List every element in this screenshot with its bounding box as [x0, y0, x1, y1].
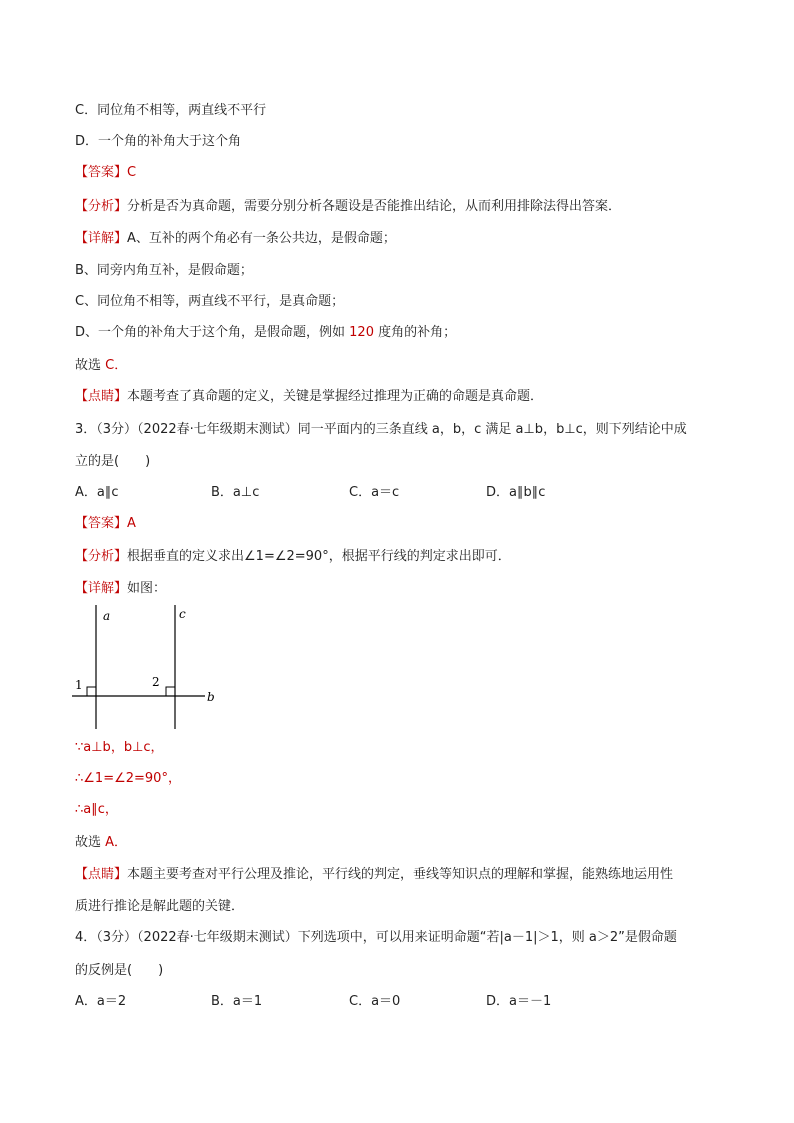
- q2-choose: [75, 357, 127, 375]
- q3-choose: [75, 834, 127, 852]
- analysis-text: 根据垂直的定义求出∠1=∠2=90°，根据平行线的判定求出即可．: [127, 549, 511, 564]
- q3-analysis: [75, 548, 511, 566]
- detail-text: 如图：: [127, 581, 167, 596]
- q3-option-b: B．a⊥c: [211, 485, 260, 500]
- q2-detail-a: [75, 230, 396, 248]
- q3-answer: [75, 515, 136, 533]
- q3-stem-line2: 立的是( ): [75, 454, 151, 469]
- q3-step-1: ∵a⊥b，b⊥c，: [75, 740, 164, 755]
- label-2: 2: [152, 675, 160, 689]
- q3-detail: [75, 580, 166, 598]
- comment-tag: 【点睛】: [75, 389, 128, 404]
- perpendicular-lines-figure: [70, 603, 220, 733]
- q4-stem-line1: 4．（3分）（2022春·七年级期末测试）下列选项中，可以用来证明命题“若|a－1|＞1，则 a＞2”是假命题: [75, 930, 677, 945]
- q4-option-a: A．a＝2: [75, 994, 127, 1009]
- q3-comment-line1: [75, 866, 673, 884]
- q2-option-c: C．同位角不相等，两直线不平行: [75, 103, 267, 118]
- analysis-tag: 【分析】: [75, 549, 128, 564]
- q2-comment: [75, 388, 543, 406]
- q4-option-d: D．a＝－1: [486, 994, 552, 1009]
- q2-detail-b: B、同旁内角互补，是假命题；: [75, 263, 253, 278]
- detail-tag: 【详解】: [75, 581, 128, 596]
- q3-comment-line2: 质进行推论是解此题的关键．: [75, 899, 245, 914]
- detail-tag: 【详解】: [75, 231, 128, 246]
- comment-tag: 【点睛】: [75, 867, 128, 882]
- q3-step-2: ∴∠1=∠2=90°，: [75, 771, 181, 786]
- right-angle-mark-1: [87, 687, 96, 696]
- detail-d-pre: D、一个角的补角大于这个角，是假命题，例如: [75, 325, 350, 340]
- right-angle-mark-2: [166, 687, 175, 696]
- comment-text: 本题考查了真命题的定义，关键是掌握经过推理为正确的命题是真命题．: [127, 389, 544, 404]
- label-c: c: [179, 607, 186, 621]
- q2-detail-d: [75, 324, 456, 342]
- label-a: a: [103, 609, 111, 623]
- label-b: b: [207, 690, 215, 704]
- answer-value: A: [127, 516, 136, 531]
- q4-stem-line2: 的反例是( ): [75, 963, 164, 978]
- q3-stem-line1: 3．（3分）（2022春·七年级期末测试）同一平面内的三条直线 a，b，c 满足 a⊥b，b⊥c，则下列结论中成: [75, 422, 687, 437]
- choose-pre: 故选: [75, 358, 106, 373]
- answer-tag: 【答案】: [75, 516, 128, 531]
- q2-detail-c: C、同位角不相等，两直线不平行，是真命题；: [75, 294, 345, 309]
- q4-option-b: B．a＝1: [211, 994, 263, 1009]
- choose-pre: 故选: [75, 835, 106, 850]
- label-1: 1: [75, 678, 83, 692]
- q3-step-3: ∴a∥c，: [75, 802, 118, 817]
- q2-analysis: [75, 198, 621, 216]
- q2-option-d: D．一个角的补角大于这个角: [75, 134, 242, 149]
- analysis-text: 分析是否为真命题，需要分别分析各题设是否能推出结论，从而利用排除法得出答案．: [127, 199, 622, 214]
- q3-option-a: A．a∥c: [75, 485, 119, 500]
- detail-d-number: 120: [349, 325, 374, 340]
- choose-value: A．: [105, 835, 128, 850]
- answer-value: C: [127, 165, 137, 180]
- analysis-tag: 【分析】: [75, 199, 128, 214]
- q3-option-d: D．a∥b∥c: [486, 485, 546, 500]
- detail-d-post: 度角的补角；: [373, 325, 457, 340]
- detail-text: A、互补的两个角必有一条公共边，是假命题；: [127, 231, 396, 246]
- q3-option-c: C．a＝c: [349, 485, 400, 500]
- comment-text: 本题主要考查对平行公理及推论，平行线的判定，垂线等知识点的理解和掌握，能熟练地运用性: [127, 867, 674, 882]
- choose-value: C．: [105, 358, 128, 373]
- answer-tag: 【答案】: [75, 165, 128, 180]
- q2-answer: [75, 164, 136, 182]
- q4-option-c: C．a＝0: [349, 994, 401, 1009]
